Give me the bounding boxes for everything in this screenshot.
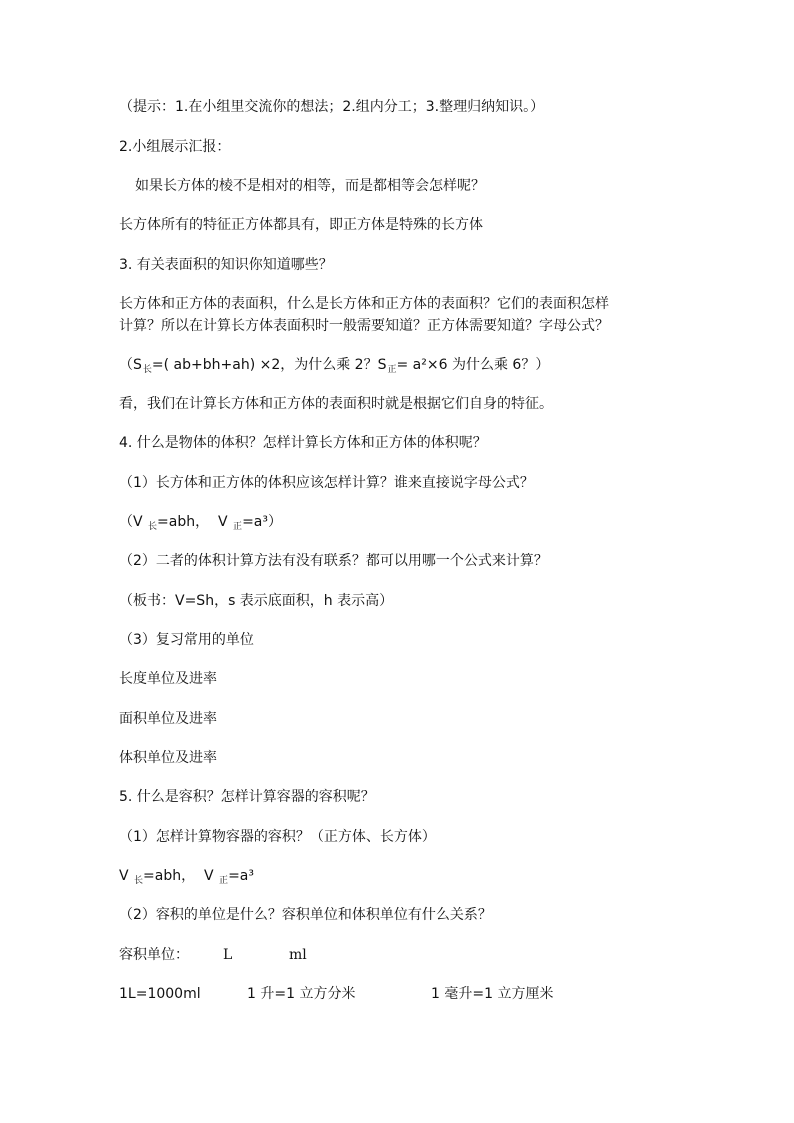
question-edges: 如果长方体的棱不是相对的相等，而是都相等会怎样呢？ xyxy=(135,178,485,194)
question-5-1: （1）怎样计算物容器的容积？（正方体、长方体） xyxy=(119,829,436,845)
subscript-cube: 正 xyxy=(233,522,243,532)
capacity-units-label: 容积单位： xyxy=(119,947,189,963)
formula-text: （S xyxy=(119,357,142,373)
volume-formula-line xyxy=(119,512,282,532)
subscript-cube: 正 xyxy=(387,365,397,375)
capacity-units-line xyxy=(119,945,189,965)
formula-text: = a²×6 为什么乘 6？） xyxy=(396,357,550,373)
look-statement: 看，我们在计算长方体和正方体的表面积时就是根据它们自身的特征。 xyxy=(119,396,553,412)
length-units: 长度单位及进率 xyxy=(119,671,217,687)
volume-units: 体积单位及进率 xyxy=(119,750,217,766)
board-note: （板书：V=Sh，s 表示底面积，h 表示高） xyxy=(119,593,394,609)
formula-text: V xyxy=(119,868,134,884)
capacity-formula-line xyxy=(119,866,254,886)
cube-special-statement: 长方体所有的特征正方体都具有，即正方体是特殊的长方体 xyxy=(119,217,483,233)
formula-text: =a³） xyxy=(242,514,282,530)
conversion-ml-cm3: 1 毫升=1 立方厘米 xyxy=(431,986,554,1002)
subscript-cuboid: 长 xyxy=(148,522,158,532)
conversion-liter-dm3: 1 升=1 立方分米 xyxy=(247,986,356,1002)
surface-formula-line xyxy=(119,355,549,375)
unit-liter: L xyxy=(223,947,233,963)
question-4-3: （3）复习常用的单位 xyxy=(119,632,254,648)
hint-line: （提示：1.在小组里交流你的想法；2.组内分工；3.整理归纳知识。） xyxy=(119,99,545,115)
question-4-2: （2）二者的体积计算方法有没有联系？都可以用哪一个公式来计算？ xyxy=(119,553,548,569)
formula-text: =( ab+bh+ah) ×2，为什么乘 2？S xyxy=(151,357,387,373)
conversion-l-ml: 1L=1000ml xyxy=(119,986,201,1002)
formula-text: =abh， V xyxy=(143,868,219,884)
formula-text: （V xyxy=(119,514,148,530)
area-units: 面积单位及进率 xyxy=(119,711,217,727)
surface-paragraph-line-1: 长方体和正方体的表面积，什么是长方体和正方体的表面积？它们的表面积怎样 xyxy=(119,296,609,312)
question-3-heading: 3. 有关表面积的知识你知道哪些？ xyxy=(119,257,333,273)
unit-milliliter: ml xyxy=(289,947,307,963)
question-4-heading: 4. 什么是物体的体积？怎样计算长方体和正方体的体积呢？ xyxy=(119,435,487,451)
subscript-cuboid: 长 xyxy=(134,876,144,886)
question-5-heading: 5. 什么是容积？怎样计算容器的容积呢？ xyxy=(119,789,375,805)
subscript-cube: 正 xyxy=(219,876,229,886)
formula-text: =abh， V xyxy=(157,514,233,530)
formula-text: =a³ xyxy=(228,868,254,884)
question-4-1: （1）长方体和正方体的体积应该怎样计算？谁来直接说字母公式？ xyxy=(119,475,534,491)
group-report-heading: 2.小组展示汇报： xyxy=(119,139,231,155)
surface-paragraph-line-2: 计算？所以在计算长方体表面积时一般需要知道？正方体需要知道？字母公式？ xyxy=(119,318,609,334)
subscript-cuboid: 长 xyxy=(142,365,152,375)
question-5-2: （2）容积的单位是什么？容积单位和体积单位有什么关系？ xyxy=(119,907,492,923)
